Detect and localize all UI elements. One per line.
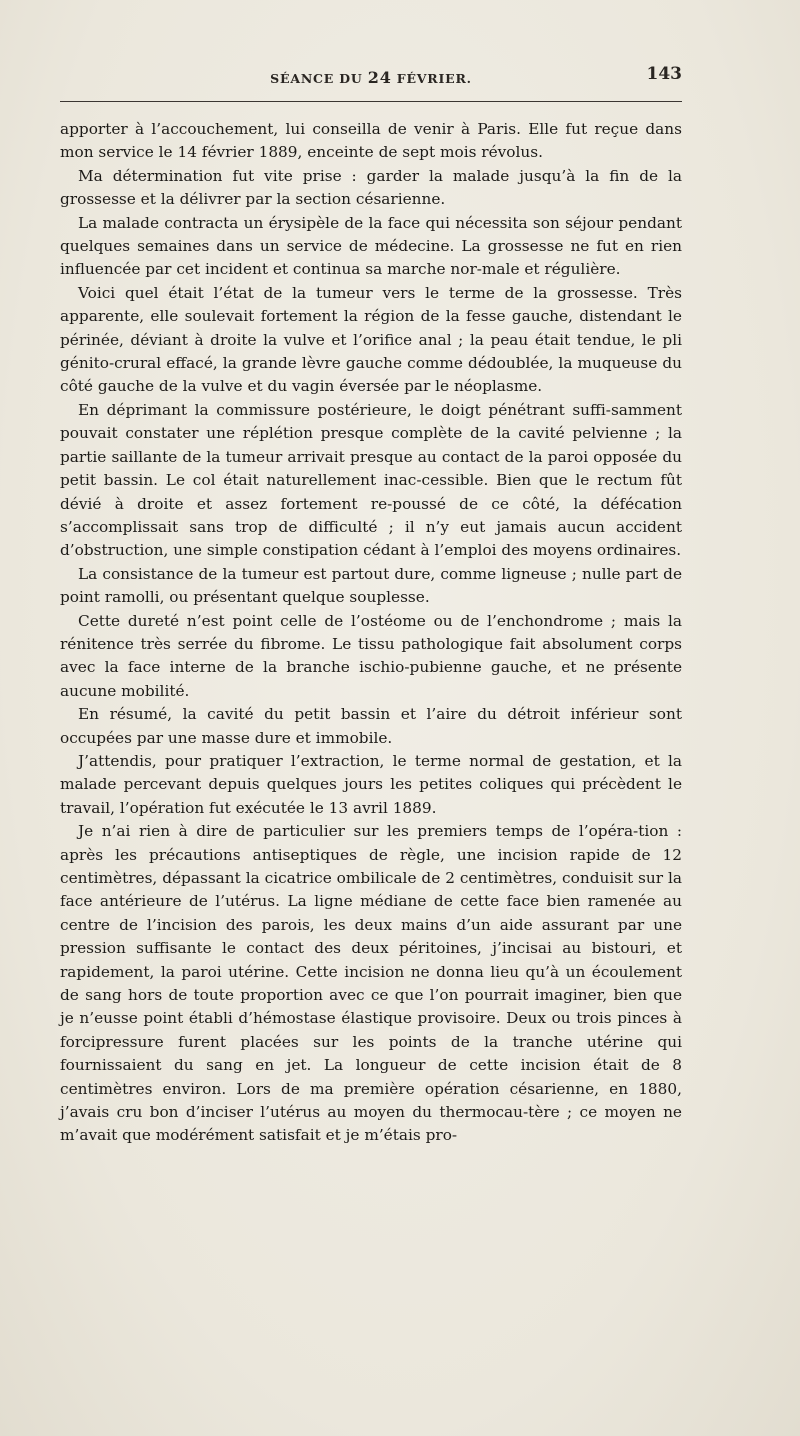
page-number: 143 — [646, 64, 682, 84]
paragraph: Je n’ai rien à dire de particulier sur les premiers temps de l’opéra-tion : après les précautions antiseptiques de règle, une incision rapide de 12 centimètres, dépassant la cicatrice ombilicale de 2 centimètres, conduisit sur la face antérieure de l’utérus. La ligne médiane de cette face bien ramenée au centre de l’incision des parois, les deux mains d’un aide assurant par une pression suffisante le contact des deux péritoines, j’incisai au bistouri, et rapidement, la paroi utérine. Cette incision ne donna lieu qu’à un écoulement de sang hors de toute proportion avec ce que l’on pourrait imaginer, bien que je n’eusse point établi d’hémostase élastique provisoire. Deux ou trois pinces à forcipressure furent placées sur les points de la tranche utérine qui fournissaient du sang en jet. La longueur de cette incision était de 8 centimètres environ. Lors de ma première opération césarienne, en 1880, j’avais cru bon d’inciser l’utérus au moyen du thermocau-tère ; ce moyen ne m’avait que modérément satisfait et je m’étais pro- — [60, 822, 682, 1145]
header-rule — [60, 101, 682, 102]
paragraph: Cette dureté n’est point celle de l’ostéome ou de l’enchondrome ; mais la rénitence très serrée du fibrome. Le tissu pathologique fait absolument corps avec la face interne de la branche ischio-pubienne gauche, et ne présente aucune mobilité. — [60, 611, 682, 700]
paragraph: Voici quel était l’état de la tumeur vers le terme de la grossesse. Très apparente, elle soulevait fortement la région de la fesse gauche, distendant le périnée, déviant à droite la vulve et l’orifice anal ; la peau était tendue, le pli génito-crural effacé, la grande lèvre gauche comme dédoublée, la muqueuse du côté gauche de la vulve et du vagin éversée par le néoplasme. — [60, 283, 682, 396]
paragraph: En déprimant la commissure postérieure, le doigt pénétrant suffi-samment pouvait constater une réplétion presque complète de la cavité pelvienne ; la partie saillante de la tumeur arrivait presque au contact de la paroi opposée du petit bassin. Le col était naturellement inac-cessible. Bien que le rectum fût dévié à droite et assez fortement re-poussé de ce côté, la défécation s’accomplissait sans trop de difficulté ; il n’y eut jamais aucun accident d’obstruction, une simple constipation cédant à l’emploi des moyens ordinaires. — [60, 400, 682, 560]
running-title-prefix: SÉANCE DU — [270, 71, 368, 86]
running-title — [60, 68, 682, 87]
paragraph: J’attendis, pour pratiquer l’extraction, le terme normal de gestation, et la malade percevant depuis quelques jours les petites coliques qui précèdent le travail, l’opération fut exécutée le 13 avril 1889. — [60, 751, 682, 817]
paragraph: Ma détermination fut vite prise : garder la malade jusqu’à la fin de la grossesse et la délivrer par la section césarienne. — [60, 166, 682, 209]
paragraph: La consistance de la tumeur est partout dure, comme ligneuse ; nulle part de point ramolli, ou présentant quelque souplesse. — [60, 564, 682, 607]
paragraph-continued: apporter à l’accouchement, lui conseilla de venir à Paris. Elle fut reçue dans mon service le 14 février 1889, enceinte de sept mois révolus. — [60, 120, 682, 162]
paragraph: La malade contracta un érysipèle de la face qui nécessita son séjour pendant quelques semaines dans un service de médecine. La grossesse ne fut en rien influencée par cet incident et continua sa marche nor-male et régulière. — [60, 213, 682, 279]
page-header — [60, 64, 682, 88]
running-title-day: 24 — [367, 68, 392, 87]
body-text — [60, 118, 682, 1148]
paragraph: En résumé, la cavité du petit bassin et l’aire du détroit inférieur sont occupées par une masse dure et immobile. — [60, 705, 682, 747]
running-title-suffix: FÉVRIER. — [391, 71, 472, 86]
